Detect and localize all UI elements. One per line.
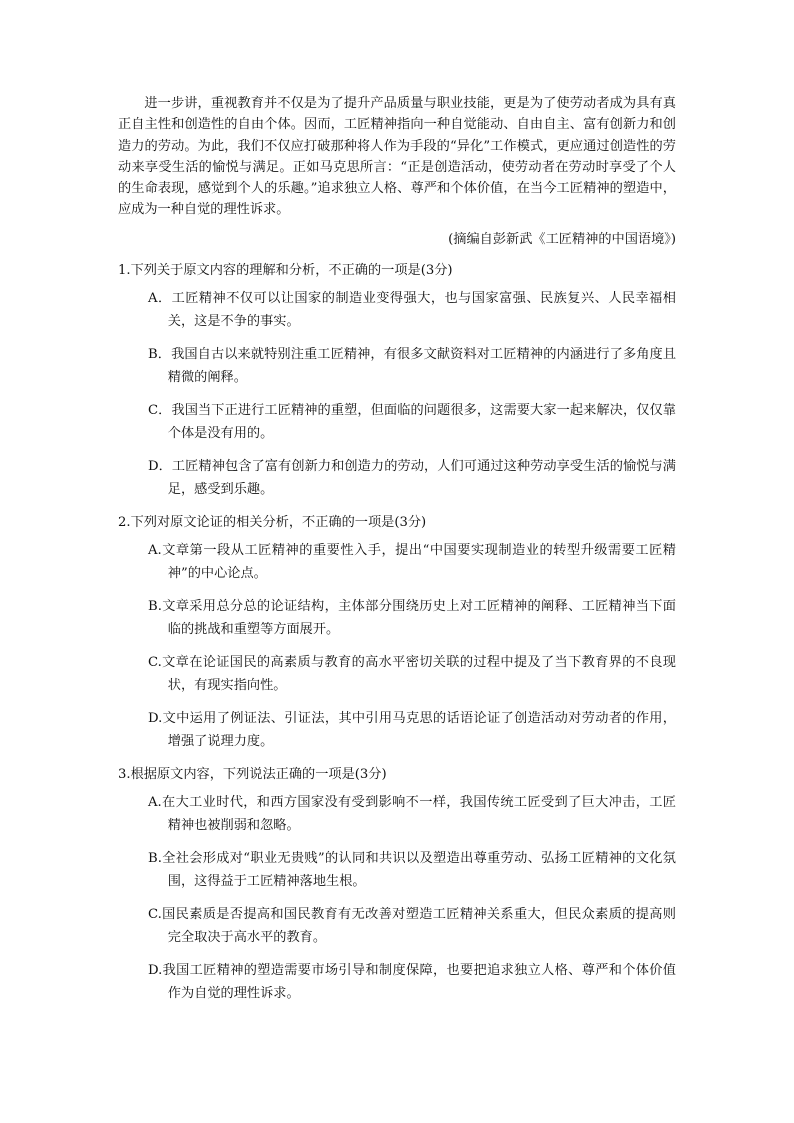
option-c: C．我国当下正进行工匠精神的重塑，但面临的问题很多，这需要大家一起来解决，仅仅靠个体是没有用的。 bbox=[148, 402, 676, 442]
option-b: B.文章采用总分总的论证结构，主体部分围绕历史上对工匠精神的阐释、工匠精神当下面临的挑战和重塑等方面展开。 bbox=[148, 598, 676, 638]
question-3 bbox=[118, 764, 676, 1006]
question-2 bbox=[118, 512, 676, 754]
option-d: D．工匠精神包含了富有创新力和创造力的劳动，人们可通过这种劳动享受生活的愉悦与满足，感受到乐趣。 bbox=[148, 458, 676, 498]
option-a: A.在大工业时代，和西方国家没有受到影响不一样，我国传统工匠受到了巨大冲击，工匠精神也被削弱和忽略。 bbox=[148, 794, 676, 834]
option-c: C.国民素质是否提高和国民教育有无改善对塑造工匠精神关系重大，但民众素质的提高则完全取决于高水平的教育。 bbox=[148, 906, 676, 946]
exam-page bbox=[118, 93, 676, 1015]
source-citation: (摘编自彭新武《工匠精神的中国语境》) bbox=[448, 231, 676, 247]
question-1 bbox=[118, 260, 676, 502]
option-c: C.文章在论证国民的高素质与教育的高水平密切关联的过程中提及了当下教育界的不良现状，有现实指向性。 bbox=[148, 654, 676, 694]
question-stem: 2.下列对原文论证的相关分析，不正确的一项是(3分) bbox=[118, 514, 427, 530]
option-b: B.全社会形成对“职业无贵贱”的认同和共识以及塑造出尊重劳动、弘扬工匠精神的文化氛围，这得益于工匠精神落地生根。 bbox=[148, 850, 676, 890]
option-d: D.我国工匠精神的塑造需要市场引导和制度保障，也要把追求独立人格、尊严和个体价值作为自觉的理性诉求。 bbox=[148, 962, 676, 1002]
question-stem: 1.下列关于原文内容的理解和分析，不正确的一项是(3分) bbox=[118, 262, 453, 278]
option-b: B．我国自古以来就特别注重工匠精神，有很多文献资料对工匠精神的内涵进行了多角度且精微的阐释。 bbox=[148, 346, 676, 386]
option-a: A．工匠精神不仅可以让国家的制造业变得强大，也与国家富强、民族复兴、人民幸福相关，这是不争的事实。 bbox=[148, 290, 676, 330]
option-d: D.文中运用了例证法、引证法，其中引用马克思的话语论证了创造活动对劳动者的作用，增强了说理力度。 bbox=[148, 710, 676, 750]
option-a: A.文章第一段从工匠精神的重要性入手，提出“中国要实现制造业的转型升级需要工匠精神”的中心论点。 bbox=[148, 542, 676, 582]
passage-paragraph: 进一步讲，重视教育并不仅是为了提升产品质量与职业技能，更是为了使劳动者成为具有真正自主性和创造性的自由个体。因而，工匠精神指向一种自觉能动、自由自主、富有创新力和创造力的劳动。为此，我们不仅应打破那种将人作为手段的“异化”工作模式，更应通过创造性的劳动来享受生活的愉悦与满足。正如马克思所言：“正是创造活动，使劳动者在劳动时享受了个人的生命表现，感觉到个人的乐趣。”追求独立人格、尊严和个体价值，在当今工匠精神的塑造中，应成为一种自觉的理性诉求。 bbox=[118, 96, 676, 218]
question-stem: 3.根据原文内容，下列说法正确的一项是(3分) bbox=[118, 766, 387, 782]
